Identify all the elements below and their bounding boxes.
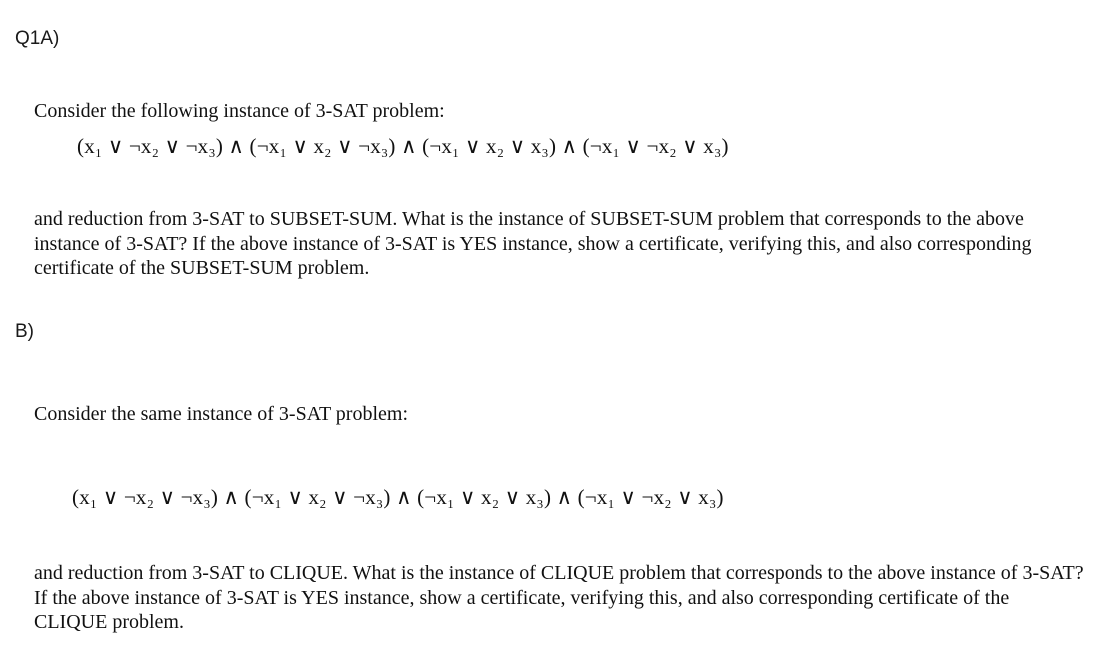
question-1a-formula: (x₁ ∨ ¬x₂ ∨ ¬x₃) ∧ (¬x₁ ∨ x₂ ∨ ¬x₃) ∧ (¬x₁ ∨ x₂ ∨ x₃) ∧ (¬x₁ ∨ ¬x₂ ∨ x₃): [77, 134, 729, 158]
question-b-label: B): [15, 321, 34, 342]
question-b-body: and reduction from 3-SAT to CLIQUE. What is the instance of CLIQUE problem that corresponds to the above instance of 3-SAT? If the above instance of 3-SAT is YES instance, show a certificate, verifying this, and also corresponding certificate of the CLIQUE problem.: [34, 562, 1084, 633]
question-1a-label: Q1A): [15, 28, 60, 49]
question-1a-body: and reduction from 3-SAT to SUBSET-SUM. What is the instance of SUBSET-SUM problem that corresponds to the above instance of 3-SAT? If the above instance of 3-SAT is YES instance, show a certificate, verifying this, and also corresponding certificate of the SUBSET-SUM problem.: [34, 208, 1032, 279]
question-b-formula: (x₁ ∨ ¬x₂ ∨ ¬x₃) ∧ (¬x₁ ∨ x₂ ∨ ¬x₃) ∧ (¬x₁ ∨ x₂ ∨ x₃) ∧ (¬x₁ ∨ ¬x₂ ∨ x₃): [72, 485, 724, 509]
question-1a-intro: Consider the following instance of 3-SAT problem:: [34, 100, 445, 122]
question-b-intro: Consider the same instance of 3-SAT problem:: [34, 403, 409, 425]
